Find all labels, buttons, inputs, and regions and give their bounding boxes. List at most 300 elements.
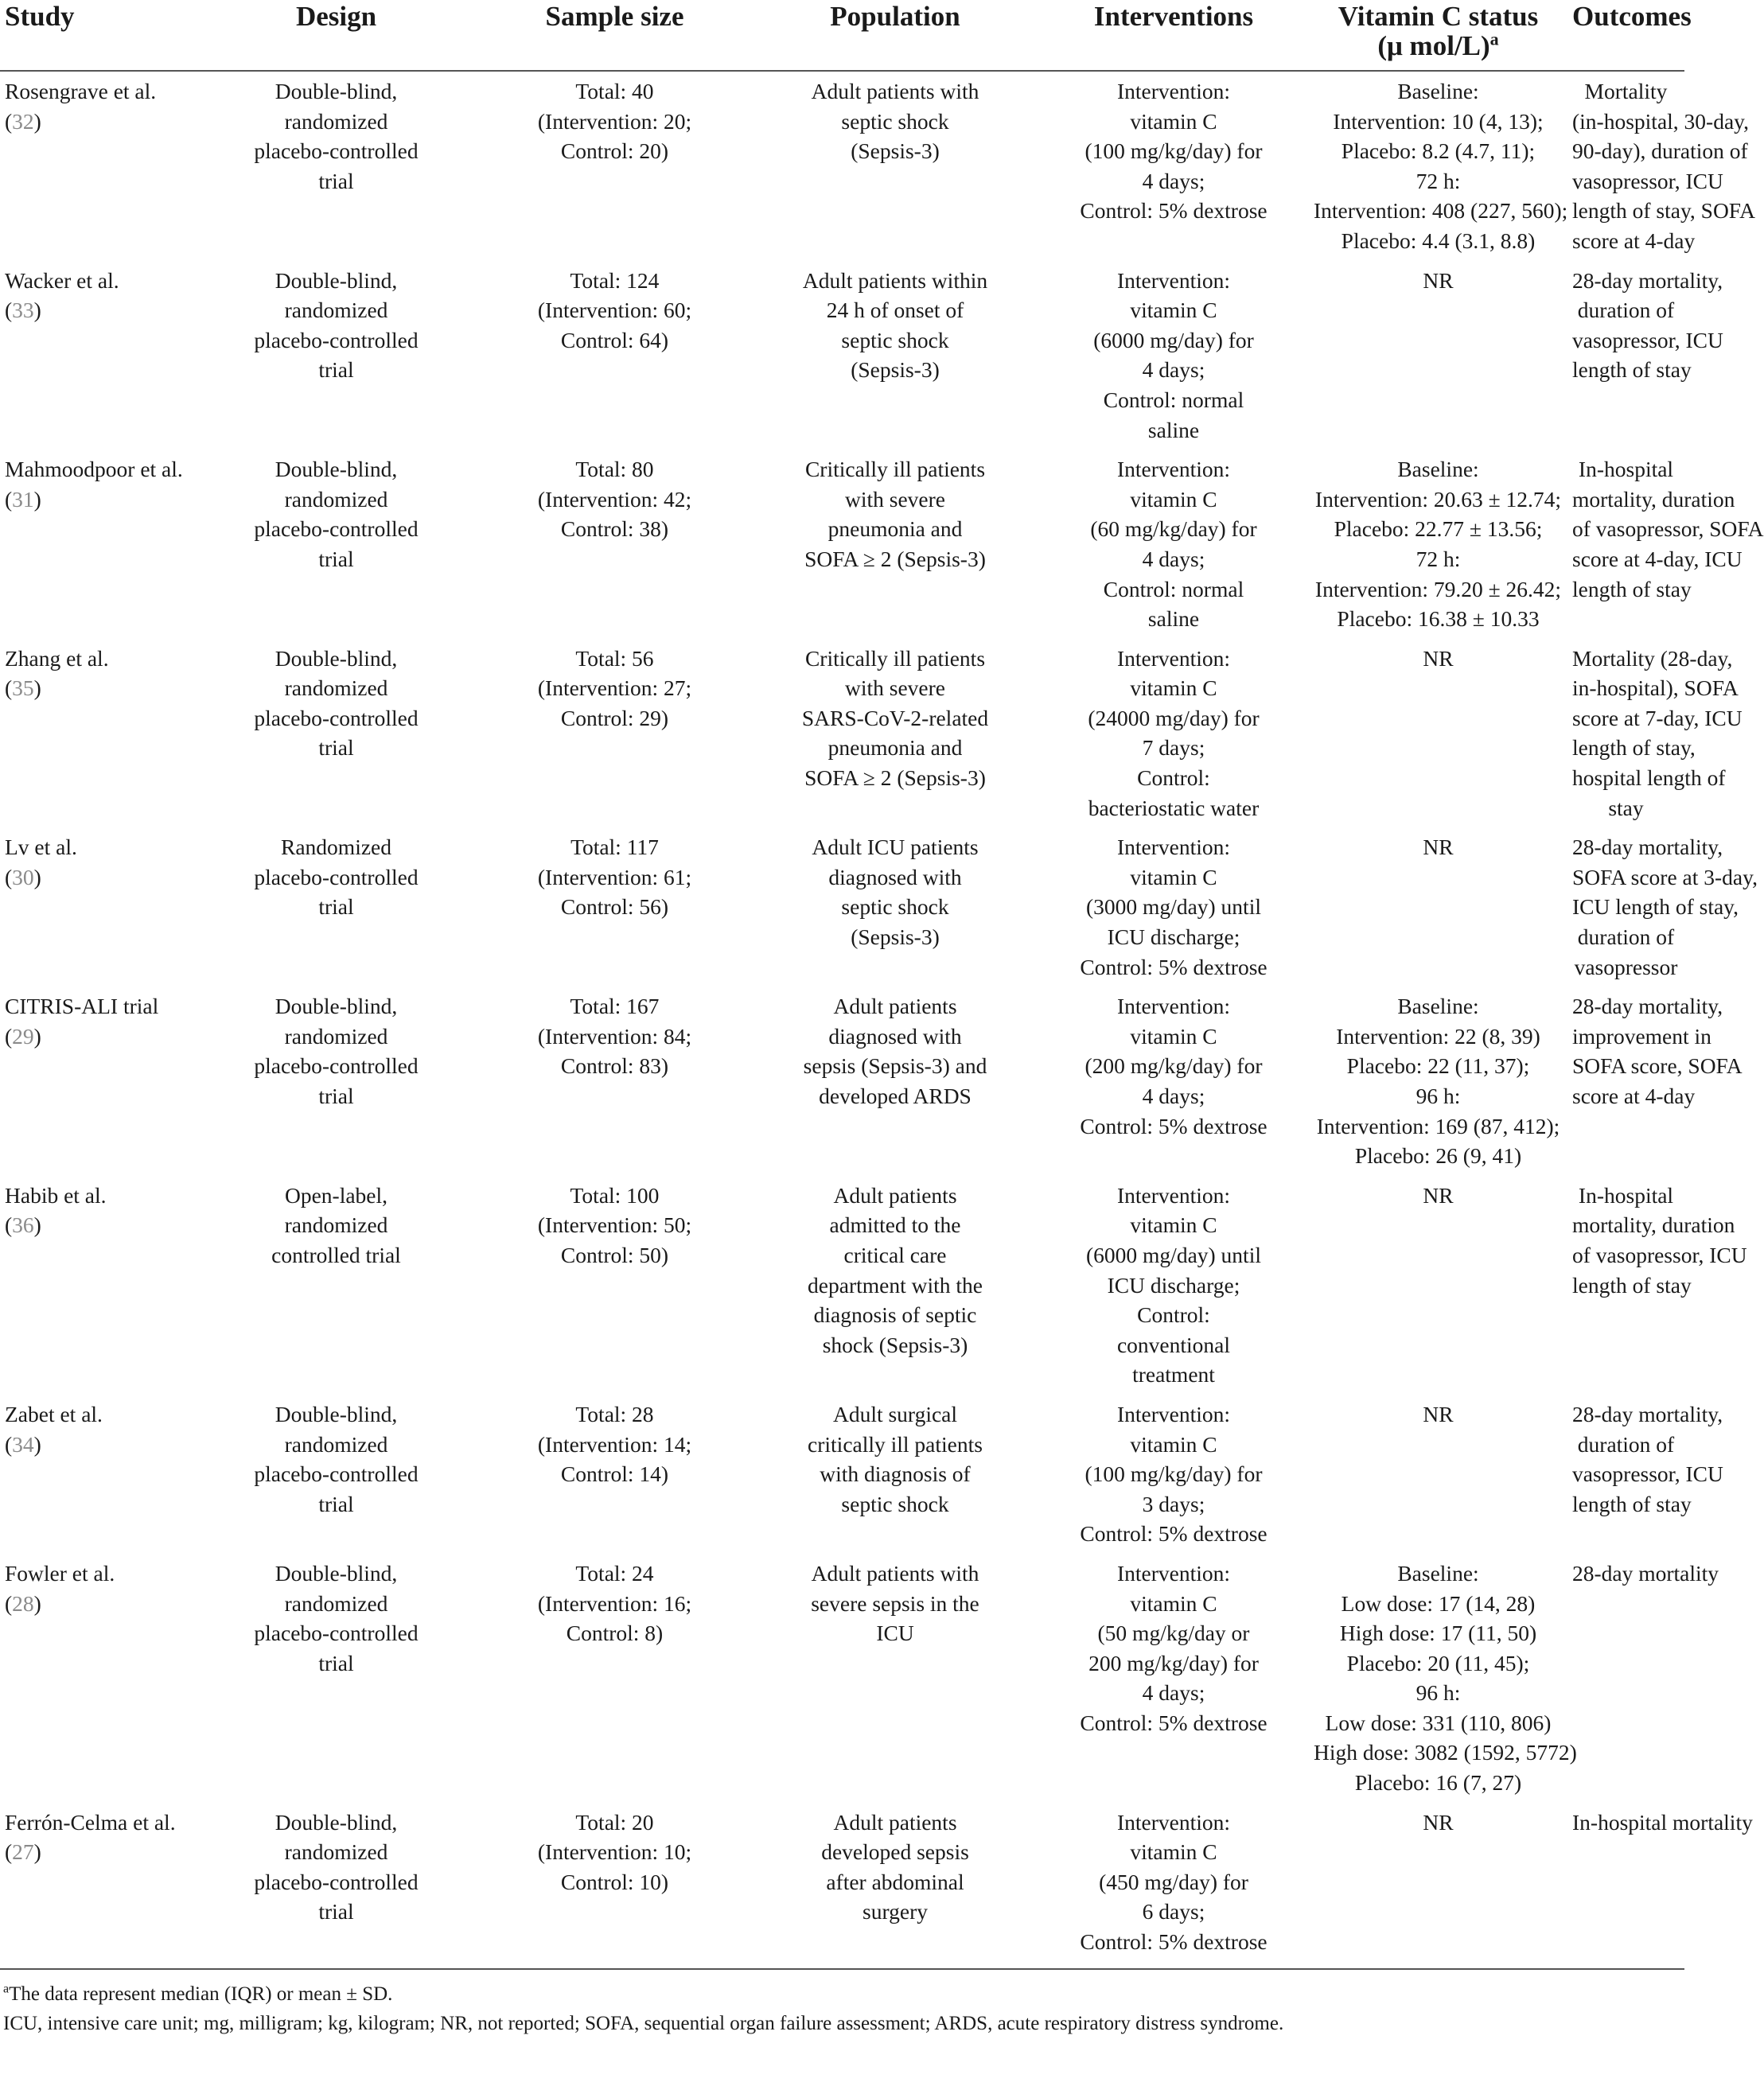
cell-sample-size-line: Total: 167 <box>570 994 660 1019</box>
cell-outcomes <box>1567 1803 1753 1962</box>
cell-vitamin-c-status-line: NR <box>1423 645 1454 671</box>
cell-sample-size-line: Total: 24 <box>575 1560 654 1586</box>
cell-study <box>0 1554 195 1803</box>
cell-population-line: SARS-CoV-2-related <box>801 705 989 730</box>
cell-population-line: diagnosed with <box>828 1023 962 1049</box>
cell-vitamin-c-status-line: Baseline: <box>1397 457 1479 482</box>
cell-outcomes <box>1567 827 1758 987</box>
cell-outcomes-line: (in-hospital, 30-day, <box>1572 108 1749 134</box>
reference-link[interactable]: 27 <box>12 1839 34 1865</box>
table-footnotes <box>0 1968 1684 2038</box>
cell-vitamin-c-status-line: Intervention: 408 (227, 560); <box>1314 198 1568 224</box>
study-reference-line <box>5 862 190 893</box>
cell-design-line: Double-blind, <box>275 79 398 103</box>
cell-interventions-line: Intervention: <box>1116 79 1231 103</box>
cell-population-line: critically ill patients <box>808 1431 983 1457</box>
cell-sample-size-line: (Intervention: 10; <box>537 1839 692 1865</box>
cell-outcomes-line: 28-day mortality, <box>1572 267 1723 293</box>
cell-vitamin-c-status <box>1309 639 1567 828</box>
study-reference-line <box>5 1589 190 1619</box>
cell-outcomes-line: stay <box>1608 795 1644 820</box>
reference-paren: ) <box>33 1839 41 1865</box>
footnote-abbreviations: ICU, intensive care unit; mg, milligram; kg, kilogram; NR, not reported; SOFA, sequential organ failure assessment; ARDS, acute respiratory distress syndrome. <box>3 2012 1284 2034</box>
cell-population <box>752 261 1038 450</box>
cell-interventions-line: Control: 5% dextrose <box>1080 198 1268 224</box>
cell-vitamin-c-status-line: Low dose: 331 (110, 806) <box>1325 1710 1552 1735</box>
cell-interventions-line: vitamin C <box>1130 1023 1217 1049</box>
cell-interventions-line: Intervention: <box>1116 645 1231 671</box>
cell-design-line: randomized <box>284 1590 388 1616</box>
cell-design <box>195 1395 477 1554</box>
cell-vitamin-c-status-line: Baseline: <box>1397 1560 1479 1586</box>
cell-interventions-line: 7 days; <box>1142 735 1205 761</box>
cell-interventions-line: vitamin C <box>1130 864 1217 889</box>
cell-population-line: severe sepsis in the <box>811 1590 979 1616</box>
cell-study-line: Zhang et al. <box>5 645 109 671</box>
cell-outcomes-line: Mortality (28-day, <box>1572 645 1733 671</box>
cell-outcomes-line: of vasopressor, SOFA <box>1572 516 1764 542</box>
cell-population-line: Adult patients with <box>811 1560 979 1586</box>
cell-interventions-line: (24000 mg/day) for <box>1088 705 1260 730</box>
cell-sample-size-line: (Intervention: 14; <box>537 1431 692 1457</box>
cell-interventions-line: Control: <box>1137 765 1210 791</box>
reference-link[interactable]: 36 <box>12 1212 34 1238</box>
cell-sample-size <box>477 1176 752 1395</box>
cell-interventions-line: 4 days; <box>1142 357 1205 383</box>
reference-link[interactable]: 35 <box>12 675 34 701</box>
cell-interventions <box>1038 1176 1309 1395</box>
cell-vitamin-c-status-line: Placebo: 26 (9, 41) <box>1354 1143 1522 1169</box>
cell-outcomes <box>1567 449 1764 639</box>
cell-outcomes-line: length of stay <box>1572 357 1692 383</box>
cell-outcomes-line: hospital length of <box>1572 765 1726 791</box>
cell-design-line: randomized <box>284 1023 388 1049</box>
study-reference-line <box>5 1022 190 1052</box>
reference-link[interactable]: 30 <box>12 864 34 889</box>
cell-vitamin-c-status <box>1309 449 1567 639</box>
cell-design <box>195 449 477 639</box>
header-vitamin-c-line1: Vitamin C status <box>1338 1 1539 32</box>
cell-design-line: Open-label, <box>284 1182 388 1208</box>
cell-interventions-line: 4 days; <box>1142 168 1205 193</box>
cell-interventions-line: bacteriostatic water <box>1088 795 1260 820</box>
reference-link[interactable]: 33 <box>12 298 34 323</box>
cell-population-line: developed sepsis <box>821 1839 969 1865</box>
cell-population-line: diagnosis of septic <box>813 1302 977 1328</box>
cell-interventions-line: Control: <box>1137 1302 1210 1328</box>
cell-interventions-line: Intervention: <box>1116 1401 1231 1426</box>
cell-vitamin-c-status-line: 96 h: <box>1415 1084 1461 1108</box>
cell-population <box>752 71 1038 261</box>
cell-interventions <box>1038 449 1309 639</box>
cell-sample-size <box>477 827 752 987</box>
cell-interventions-line: Intervention: <box>1116 457 1231 482</box>
cell-population-line: with diagnosis of <box>820 1461 971 1487</box>
cell-population-line: admitted to the <box>829 1212 961 1238</box>
cell-design-line: randomized <box>284 1212 388 1238</box>
cell-sample-size-line: (Intervention: 16; <box>537 1590 692 1616</box>
cell-design-line: randomized <box>284 486 388 512</box>
cell-sample-size-line: Control: 64) <box>560 327 669 352</box>
reference-paren: ) <box>33 1431 41 1457</box>
cell-interventions-line: Control: 5% dextrose <box>1080 1929 1268 1955</box>
cell-study-line: Fowler et al. <box>5 1560 115 1586</box>
cell-sample-size-line: (Intervention: 84; <box>537 1023 692 1049</box>
cell-population-line: after abdominal <box>826 1869 964 1894</box>
cell-outcomes-line: score at 4-day <box>1572 228 1696 253</box>
cell-design <box>195 1803 477 1962</box>
reference-paren: ) <box>33 298 41 323</box>
cell-sample-size-line: Control: 38) <box>560 516 669 542</box>
cell-interventions-line: vitamin C <box>1130 1212 1217 1238</box>
cell-design <box>195 1176 477 1395</box>
cell-interventions-line: vitamin C <box>1130 1590 1217 1616</box>
cell-sample-size-line: (Intervention: 60; <box>537 298 692 323</box>
cell-population-line: 24 h of onset of <box>826 298 964 323</box>
cell-population-line: Critically ill patients <box>804 457 986 482</box>
cell-population <box>752 1176 1038 1395</box>
cell-interventions-line: vitamin C <box>1130 486 1217 512</box>
cell-study <box>0 639 195 828</box>
cell-outcomes-line: 28-day mortality, <box>1572 1401 1723 1426</box>
cell-vitamin-c-status <box>1309 1176 1567 1395</box>
reference-paren: ( <box>5 486 13 512</box>
cell-sample-size-line: Total: 100 <box>570 1182 660 1208</box>
cell-interventions-line: (200 mg/kg/day) for <box>1084 1053 1263 1079</box>
cell-design <box>195 987 477 1176</box>
reference-paren: ) <box>33 1212 41 1238</box>
cell-vitamin-c-status-line: NR <box>1423 267 1454 293</box>
cell-interventions-line: Intervention: <box>1116 1809 1231 1835</box>
cell-interventions-line: treatment <box>1132 1362 1215 1387</box>
study-reference-line <box>5 1430 190 1460</box>
cell-interventions-line: (6000 mg/day) for <box>1093 327 1254 352</box>
cell-vitamin-c-status <box>1309 1554 1577 1803</box>
cell-design <box>195 71 477 261</box>
cell-outcomes <box>1567 987 1743 1176</box>
table-row <box>0 1395 1684 1554</box>
cell-vitamin-c-status-line: 72 h: <box>1415 546 1461 571</box>
cell-sample-size-line: Control: 8) <box>566 1621 664 1646</box>
cell-vitamin-c-status <box>1309 71 1567 261</box>
cell-vitamin-c-status-line: Baseline: <box>1397 994 1479 1019</box>
cell-design-line: placebo-controlled <box>254 1621 419 1646</box>
reference-paren: ) <box>33 486 41 512</box>
cell-interventions-line: Control: 5% dextrose <box>1080 1113 1268 1138</box>
cell-sample-size-line: Control: 29) <box>560 705 669 730</box>
cell-interventions-line: vitamin C <box>1130 298 1217 323</box>
header-vitamin-c-unit: (μ mol/L) <box>1377 30 1490 61</box>
cell-vitamin-c-status <box>1309 987 1567 1176</box>
cell-sample-size-line: Control: 50) <box>560 1242 669 1267</box>
cell-sample-size <box>477 1395 752 1554</box>
header-row <box>0 0 1684 71</box>
cell-design <box>195 1554 477 1803</box>
cell-outcomes-line: duration of <box>1577 924 1675 950</box>
table-row <box>0 71 1684 261</box>
reference-paren: ) <box>33 1590 41 1616</box>
cell-study <box>0 71 195 261</box>
cell-design-line: Double-blind, <box>275 994 398 1019</box>
cell-sample-size <box>477 1803 752 1962</box>
cell-sample-size-line: Control: 10) <box>560 1869 669 1894</box>
reference-link[interactable]: 34 <box>12 1431 34 1457</box>
reference-link[interactable]: 29 <box>12 1023 34 1049</box>
reference-paren: ) <box>33 1023 41 1049</box>
cell-study-line: CITRIS-ALI trial <box>5 994 159 1019</box>
cell-vitamin-c-status-line: High dose: 3082 (1592, 5772) <box>1314 1740 1577 1765</box>
cell-outcomes-line: SOFA score at 3-day, <box>1572 864 1758 889</box>
cell-design <box>195 827 477 987</box>
cell-vitamin-c-status-line: Placebo: 4.4 (3.1, 8.8) <box>1341 228 1536 253</box>
cell-outcomes-line: length of stay <box>1572 1491 1692 1516</box>
cell-sample-size-line: (Intervention: 42; <box>537 486 692 512</box>
cell-interventions-line: (50 mg/kg/day or <box>1097 1621 1250 1646</box>
cell-vitamin-c-status-line: NR <box>1423 835 1454 860</box>
cell-interventions <box>1038 639 1309 828</box>
cell-outcomes-line: score at 4-day, ICU <box>1572 546 1743 571</box>
cell-outcomes-line: In-hospital <box>1578 1182 1674 1208</box>
cell-outcomes <box>1567 1395 1723 1554</box>
cell-outcomes-line: ICU length of stay, <box>1572 894 1739 920</box>
cell-outcomes-line: of vasopressor, ICU <box>1572 1242 1747 1267</box>
cell-study-line: Zabet et al. <box>5 1401 103 1426</box>
reference-paren: ) <box>33 675 41 701</box>
cell-interventions-line: saline <box>1147 417 1200 442</box>
study-reference-line <box>5 1837 190 1867</box>
cell-design-line: placebo-controlled <box>254 1869 419 1894</box>
cell-interventions-line: Control: 5% dextrose <box>1080 1710 1268 1735</box>
cell-outcomes-line: length of stay <box>1572 1272 1692 1298</box>
cell-interventions-line: Intervention: <box>1116 994 1231 1019</box>
cell-population-line: Adult patients <box>833 1182 957 1208</box>
cell-outcomes <box>1567 1554 1719 1803</box>
cell-study <box>0 449 195 639</box>
table-row <box>0 639 1684 828</box>
header-vitamin-c-footnote-mark: a <box>1489 29 1499 49</box>
cell-interventions-line: 3 days; <box>1142 1491 1205 1516</box>
cell-outcomes-line: length of stay, <box>1572 735 1696 761</box>
cell-sample-size-line: Total: 117 <box>570 835 659 860</box>
cell-design-line: trial <box>318 1491 354 1516</box>
reference-paren: ( <box>5 108 13 134</box>
cell-design-line: trial <box>318 168 354 193</box>
cell-population-line: with severe <box>845 675 945 701</box>
cell-outcomes-line: length of stay <box>1572 576 1692 601</box>
cell-study-line: Lv et al. <box>5 835 77 860</box>
cell-design-line: randomized <box>284 1839 388 1865</box>
cell-design-line: placebo-controlled <box>254 138 419 164</box>
cell-outcomes-line: improvement in <box>1572 1023 1711 1049</box>
cell-outcomes-line: vasopressor <box>1574 954 1678 979</box>
header-study: Study <box>0 0 195 71</box>
footnote-a <box>0 1979 1684 2009</box>
cell-design-line: Double-blind, <box>275 457 398 482</box>
cell-sample-size-line: Total: 124 <box>570 267 660 293</box>
reference-paren: ( <box>5 1431 13 1457</box>
header-vitamin-c-line2 <box>1314 31 1563 60</box>
cell-outcomes <box>1567 261 1723 450</box>
cell-population-line: developed ARDS <box>819 1084 972 1108</box>
reference-paren: ( <box>5 298 13 323</box>
cell-study <box>0 987 195 1176</box>
cell-interventions-line: ICU discharge; <box>1107 924 1240 950</box>
cell-population-line: department with the <box>808 1272 983 1298</box>
cell-population <box>752 1803 1038 1962</box>
cell-outcomes-line: 90-day), duration of <box>1572 138 1748 164</box>
cell-sample-size-line: Control: 83) <box>560 1053 669 1079</box>
cell-population-line: (Sepsis-3) <box>851 138 940 164</box>
cell-sample-size <box>477 71 752 261</box>
cell-outcomes-line: mortality, duration <box>1572 1212 1735 1238</box>
cell-population <box>752 827 1038 987</box>
cell-population <box>752 1395 1038 1554</box>
cell-vitamin-c-status-line: Intervention: 10 (4, 13); <box>1333 108 1544 134</box>
cell-outcomes-line: In-hospital mortality <box>1572 1809 1753 1835</box>
table-row <box>0 1803 1684 1962</box>
study-reference-line <box>5 107 190 137</box>
header-sample-size: Sample size <box>477 0 752 71</box>
cell-population-line: Adult ICU patients <box>812 835 979 860</box>
cell-interventions-line: Control: normal <box>1103 387 1244 412</box>
cell-sample-size-line: Total: 56 <box>575 645 654 671</box>
cell-design-line: placebo-controlled <box>254 864 419 889</box>
reference-link[interactable]: 32 <box>12 108 34 134</box>
cell-study <box>0 827 195 987</box>
cell-sample-size <box>477 639 752 828</box>
reference-paren: ( <box>5 1590 13 1616</box>
cell-interventions-line: vitamin C <box>1130 108 1217 134</box>
cell-study <box>0 1803 195 1962</box>
cell-design-line: trial <box>318 894 354 920</box>
cell-interventions-line: (100 mg/kg/day) for <box>1084 138 1263 164</box>
reference-link[interactable]: 31 <box>12 486 34 512</box>
cell-outcomes-line: score at 4-day <box>1572 1084 1696 1108</box>
reference-link[interactable]: 28 <box>12 1590 34 1616</box>
cell-population-line: shock (Sepsis-3) <box>822 1332 968 1357</box>
cell-vitamin-c-status-line: NR <box>1423 1809 1454 1835</box>
cell-sample-size-line: Total: 28 <box>575 1401 654 1426</box>
cell-population-line: septic shock <box>841 327 949 352</box>
cell-interventions-line: Control: 5% dextrose <box>1080 954 1268 979</box>
cell-outcomes-line: In-hospital <box>1578 457 1674 482</box>
cell-design-line: trial <box>318 546 354 571</box>
table-row <box>0 1554 1684 1803</box>
reference-paren: ) <box>33 864 41 889</box>
cell-outcomes <box>1567 1176 1747 1395</box>
reference-paren: ( <box>5 864 13 889</box>
cell-design-line: trial <box>318 357 354 383</box>
cell-sample-size <box>477 449 752 639</box>
cell-design-line: Double-blind, <box>275 1560 398 1586</box>
cell-study <box>0 261 195 450</box>
cell-population-line: SOFA ≥ 2 (Sepsis-3) <box>804 765 986 791</box>
cell-outcomes-line: SOFA score, SOFA <box>1572 1053 1743 1079</box>
cell-population <box>752 1554 1038 1803</box>
cell-design-line: trial <box>318 1650 354 1675</box>
cell-design-line: randomized <box>284 108 388 134</box>
cell-population <box>752 639 1038 828</box>
cell-design-line: trial <box>318 1899 354 1924</box>
table-row <box>0 261 1684 450</box>
table-body <box>0 71 1764 1962</box>
cell-sample-size-line: Total: 40 <box>575 79 654 103</box>
cell-design-line: Double-blind, <box>275 1401 398 1426</box>
cell-interventions-line: vitamin C <box>1130 1431 1217 1457</box>
cell-design-line: Double-blind, <box>275 645 398 671</box>
cell-interventions <box>1038 1803 1309 1962</box>
cell-vitamin-c-status-line: Low dose: 17 (14, 28) <box>1341 1590 1536 1616</box>
study-reference-line <box>5 485 190 515</box>
cell-population-line: Adult patients within <box>802 267 988 293</box>
cell-interventions <box>1038 1554 1309 1803</box>
cell-vitamin-c-status-line: NR <box>1423 1401 1454 1426</box>
cell-population-line: sepsis (Sepsis-3) and <box>803 1053 987 1079</box>
cell-interventions-line: (3000 mg/day) until <box>1086 894 1261 920</box>
cell-vitamin-c-status-line: High dose: 17 (11, 50) <box>1339 1621 1537 1646</box>
table-row <box>0 827 1684 987</box>
cell-sample-size <box>477 987 752 1176</box>
cell-sample-size-line: (Intervention: 61; <box>537 864 692 889</box>
cell-population <box>752 987 1038 1176</box>
reference-paren: ( <box>5 1212 13 1238</box>
cell-sample-size <box>477 1554 752 1803</box>
cell-sample-size-line: Control: 20) <box>560 138 669 164</box>
study-reference-line <box>5 295 190 325</box>
cell-outcomes-line: score at 7-day, ICU <box>1572 705 1743 730</box>
header-design: Design <box>195 0 477 71</box>
cell-vitamin-c-status-line: Intervention: 169 (87, 412); <box>1316 1113 1560 1138</box>
cell-outcomes <box>1567 639 1743 828</box>
cell-study-line: Mahmoodpoor et al. <box>5 457 183 482</box>
cell-population-line: surgery <box>863 1899 928 1924</box>
cell-vitamin-c-status-line: NR <box>1423 1182 1454 1208</box>
cell-interventions-line: 4 days; <box>1142 546 1205 571</box>
cell-population-line: diagnosed with <box>828 864 962 889</box>
cell-vitamin-c-status <box>1309 827 1567 987</box>
cell-interventions-line: saline <box>1147 606 1200 632</box>
cell-interventions-line: vitamin C <box>1130 675 1217 701</box>
cell-population-line: Adult patients with <box>811 79 979 103</box>
cell-population-line: Adult patients <box>833 994 957 1019</box>
cell-outcomes-line: mortality, duration <box>1572 486 1735 512</box>
cell-design-line: placebo-controlled <box>254 327 419 352</box>
cell-design-line: Randomized <box>281 835 391 860</box>
cell-vitamin-c-status-line: Placebo: 20 (11, 45); <box>1346 1650 1530 1675</box>
cell-design-line: randomized <box>284 1431 388 1457</box>
cell-outcomes-line: vasopressor, ICU <box>1572 1461 1723 1487</box>
table-row <box>0 449 1684 639</box>
cell-interventions-line: Intervention: <box>1116 267 1231 293</box>
cell-design-line: placebo-controlled <box>254 516 419 542</box>
cell-interventions-line: Control: normal <box>1103 576 1244 601</box>
cell-design-line: trial <box>318 1084 354 1108</box>
cell-sample-size <box>477 261 752 450</box>
cell-vitamin-c-status-line: Placebo: 16.38 ± 10.33 <box>1337 606 1540 632</box>
cell-population-line: SOFA ≥ 2 (Sepsis-3) <box>804 546 986 571</box>
cell-outcomes-line: vasopressor, ICU <box>1572 168 1723 193</box>
cell-sample-size-line: (Intervention: 27; <box>537 675 692 701</box>
cell-interventions-line: (6000 mg/day) until <box>1086 1242 1261 1267</box>
cell-sample-size-line: (Intervention: 20; <box>537 108 692 134</box>
cell-outcomes-line: in-hospital), SOFA <box>1572 675 1739 701</box>
cell-interventions <box>1038 71 1309 261</box>
cell-interventions-line: Control: 5% dextrose <box>1080 1521 1268 1547</box>
cell-population-line: pneumonia and <box>827 735 963 761</box>
footnote-a-text: The data represent median (IQR) or mean ± SD. <box>9 1983 393 2005</box>
cell-population-line: septic shock <box>841 1491 949 1516</box>
reference-paren: ( <box>5 1023 13 1049</box>
